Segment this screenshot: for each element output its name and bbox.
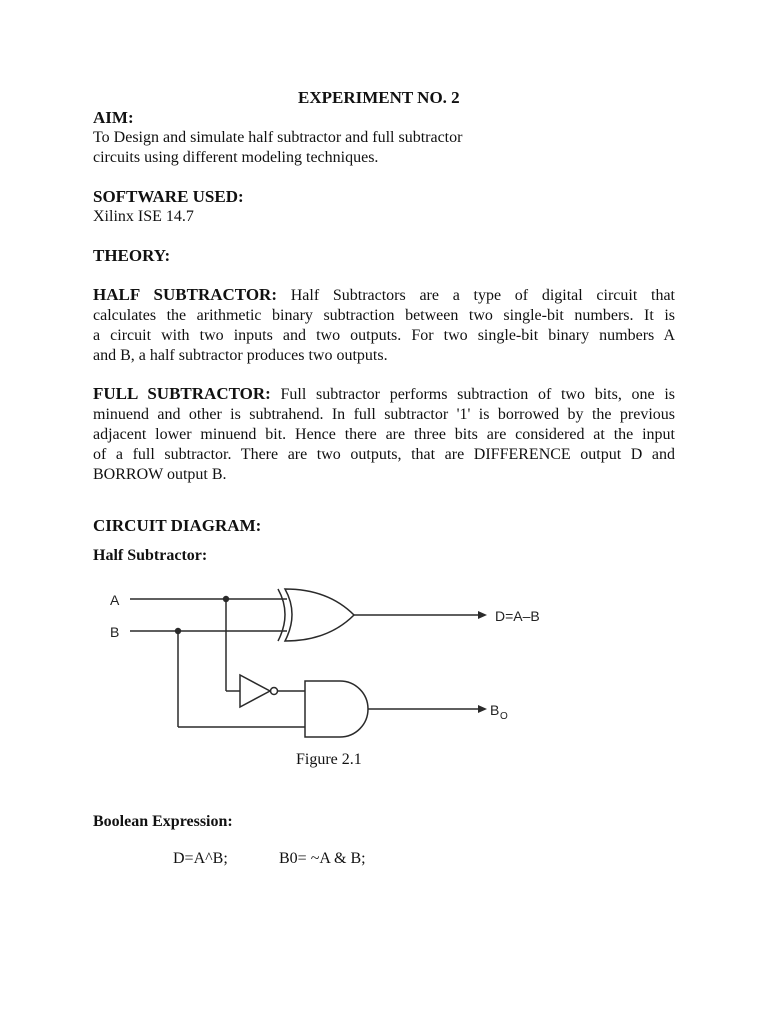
- full-subtractor-line-4: of a full subtractor. There are two outputs, that are DIFFERENCE output D and: [93, 446, 675, 463]
- half-subtractor-line-4: and B, a half subtractor produces two outputs.: [93, 347, 388, 364]
- arrow-borrow-icon: [478, 705, 487, 713]
- xor-gate-input-arc: [278, 589, 285, 641]
- aim-heading: AIM:: [93, 108, 134, 127]
- label-input-a: A: [110, 592, 120, 608]
- boolean-expression-borrow: B0= ~A & B;: [279, 850, 366, 867]
- xor-gate-body: [285, 589, 354, 641]
- label-output-borrow-subscript: O: [500, 711, 508, 722]
- label-output-difference: D=A–B: [495, 608, 540, 624]
- half-subtractor-subheading: Half Subtractor:: [93, 547, 208, 564]
- aim-text-line-2: circuits using different modeling techniques.: [93, 149, 379, 166]
- junction-a: [223, 596, 229, 602]
- half-subtractor-line-1: Half Subtractors are a type of digital circuit that: [290, 287, 675, 304]
- experiment-title: EXPERIMENT NO. 2: [298, 88, 460, 107]
- boolean-expression-difference: D=A^B;: [173, 850, 228, 867]
- software-heading: SOFTWARE USED:: [93, 187, 244, 206]
- half-subtractor-lead: HALF SUBTRACTOR:: [93, 285, 277, 304]
- full-subtractor-line-2: minuend and other is subtrahend. In full subtractor '1' is borrowed by the previous: [93, 406, 675, 423]
- software-value: Xilinx ISE 14.7: [93, 208, 194, 225]
- not-gate: [240, 675, 270, 707]
- full-subtractor-line-3: adjacent lower minuend bit. Hence there are three bits are considered at the input: [93, 426, 675, 443]
- aim-text-line-1: To Design and simulate half subtractor and full subtractor: [93, 129, 463, 146]
- half-subtractor-line-2: calculates the arithmetic binary subtraction between two single-bit numbers. It is: [93, 307, 675, 324]
- boolean-expression-heading: Boolean Expression:: [93, 813, 233, 830]
- and-gate: [305, 681, 368, 737]
- full-subtractor-line-1: Full subtractor performs subtraction of two bits, one is: [280, 386, 676, 403]
- circuit-diagram-heading: CIRCUIT DIAGRAM:: [93, 516, 262, 535]
- full-subtractor-line-5: BORROW output B.: [93, 466, 227, 483]
- full-subtractor-lead: FULL SUBTRACTOR:: [93, 384, 271, 403]
- junction-b: [175, 628, 181, 634]
- label-output-borrow: B: [490, 702, 500, 718]
- theory-heading: THEORY:: [93, 246, 171, 265]
- label-input-b: B: [110, 624, 120, 640]
- arrow-difference-icon: [478, 611, 487, 619]
- figure-caption: Figure 2.1: [296, 751, 362, 768]
- half-subtractor-line-3: a circuit with two inputs and two outputs. For two single-bit binary numbers A: [93, 327, 675, 344]
